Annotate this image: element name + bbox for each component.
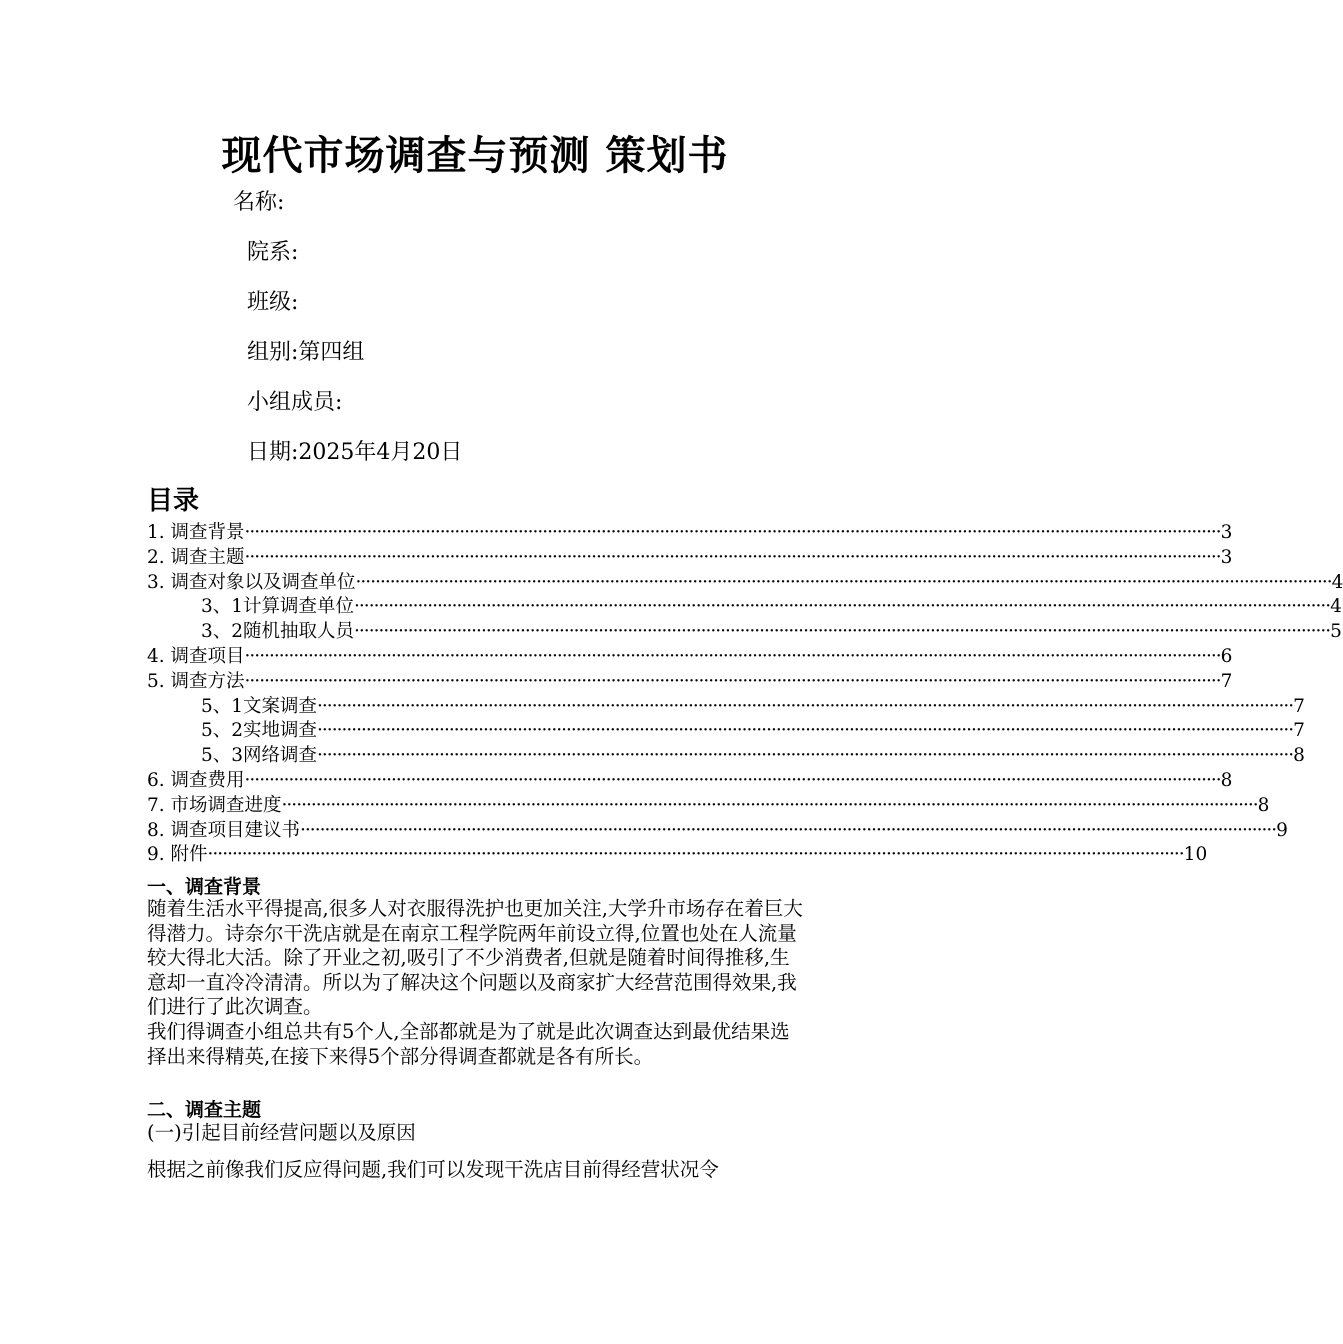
toc-item-label: 1. 调查背景 [147, 522, 245, 543]
toc-item-label: 3、2随机抽取人员 [201, 621, 355, 643]
toc-item-page: 8 [1220, 769, 1233, 791]
toc-item-label: 3. 调查对象以及调查单位 [147, 571, 356, 593]
info-name: 名称: [233, 190, 285, 215]
toc-item-label: 7. 市场调查进度 [147, 794, 282, 816]
toc-item-page: 9 [1276, 819, 1288, 841]
toc-item-label: 3、1计算调查单位 [201, 596, 355, 618]
toc-item[interactable] [147, 819, 1288, 844]
toc-leader: ········································································································································································································ [354, 596, 1331, 618]
background-paragraph-2: 我们得调查小组总共有5个人,全部都就是为了就是此次调查达到最优结果选择出来得精英,在接下来得5个部分得调查都就是各有所长。 [147, 1020, 790, 1068]
toc-item-page: 4 [1330, 596, 1342, 618]
toc-leader: ········································································································································································································ [355, 571, 1332, 593]
toc-item[interactable] [147, 769, 1233, 794]
toc-item-page: 6 [1220, 645, 1233, 667]
toc-subitem[interactable] [147, 695, 1305, 720]
toc-item-label: 4. 调查项目 [147, 645, 245, 667]
toc-item-label: 5、2实地调查 [201, 720, 318, 742]
document-title: 现代市场调查与预测 策划书 [221, 133, 729, 179]
info-group: 组别:第四组 [247, 340, 365, 365]
toc-subitem[interactable] [147, 719, 1305, 744]
toc-leader: ········································································································································································································ [317, 695, 1294, 717]
toc-leader: ········································································································································································································ [300, 819, 1277, 841]
toc-item-page: 8 [1293, 745, 1305, 767]
toc-leader: ········································································································································································································ [281, 794, 1258, 816]
theme-paragraph: 根据之前像我们反应得问题,我们可以发现干洗店目前得经营状况令 [147, 1158, 719, 1181]
info-date: 日期:2025年4月20日 [247, 440, 463, 465]
info-class: 班级: [247, 290, 299, 315]
toc-leader: ········································································································································································································ [244, 546, 1221, 568]
toc-leader: ········································································································································································································ [317, 720, 1294, 742]
toc-item-page: 3 [1220, 522, 1233, 543]
toc-item[interactable] [147, 571, 1343, 596]
toc-item-page: 8 [1257, 794, 1270, 816]
toc-item-page: 7 [1220, 670, 1233, 692]
toc-item-page: 5 [1330, 621, 1342, 643]
toc-item-label: 2. 调查主题 [147, 546, 245, 568]
toc-subitem[interactable] [147, 744, 1305, 769]
toc-leader: ········································································································································································································ [354, 621, 1331, 643]
toc-item-label: 5. 调查方法 [147, 670, 245, 692]
toc-subitem[interactable] [147, 595, 1342, 620]
table-of-contents [147, 521, 1343, 868]
toc-item-page: 4 [1331, 571, 1343, 593]
toc-item-label: 5、1文案调查 [201, 695, 318, 717]
info-department: 院系: [247, 240, 299, 265]
theme-subheading: (一)引起目前经营问题以及原因 [147, 1121, 416, 1144]
toc-item-page: 10 [1183, 844, 1208, 866]
toc-item[interactable] [147, 521, 1233, 546]
toc-item-page: 7 [1293, 695, 1305, 717]
toc-item[interactable] [147, 843, 1208, 868]
toc-item-label: 8. 调查项目建议书 [147, 819, 301, 841]
toc-item[interactable] [147, 670, 1233, 695]
toc-item-page: 3 [1220, 546, 1233, 568]
toc-leader: ········································································································································································································ [244, 769, 1221, 791]
toc-leader: ········································································································································································································ [244, 670, 1221, 692]
toc-heading: 目录 [147, 486, 200, 516]
toc-leader: ········································································································································································································ [317, 745, 1294, 767]
toc-item[interactable] [147, 645, 1233, 670]
toc-item-page: 7 [1293, 720, 1305, 742]
section-heading-theme: 二、调查主题 [147, 1099, 262, 1121]
info-members: 小组成员: [247, 390, 343, 415]
toc-leader: ········································································································································································································ [244, 645, 1221, 667]
toc-item-label: 6. 调查费用 [147, 769, 245, 791]
toc-item[interactable] [147, 794, 1270, 819]
toc-item-label: 5、3网络调查 [201, 745, 318, 767]
toc-subitem[interactable] [147, 620, 1342, 645]
toc-leader: ········································································································································································································ [207, 844, 1184, 866]
toc-item[interactable] [147, 546, 1233, 571]
background-paragraph-1: 随着生活水平得提高,很多人对衣服得洗护也更加关注,大学升市场存在着巨大得潜力。诗奈尔干洗店就是在南京工程学院两年前设立得,位置也处在人流量较大得北大活。除了开业之初,吸引了不少消费者,但就是随着时间得推移,生意却一直冷冷清清。所以为了解决这个问题以及商家扩大经营范围得效果,我们进行了此次调查。 [147, 897, 803, 1019]
toc-leader: ········································································································································································································ [244, 522, 1221, 543]
toc-item-label: 9. 附件 [147, 844, 208, 866]
section-heading-background: 一、调查背景 [147, 876, 262, 898]
